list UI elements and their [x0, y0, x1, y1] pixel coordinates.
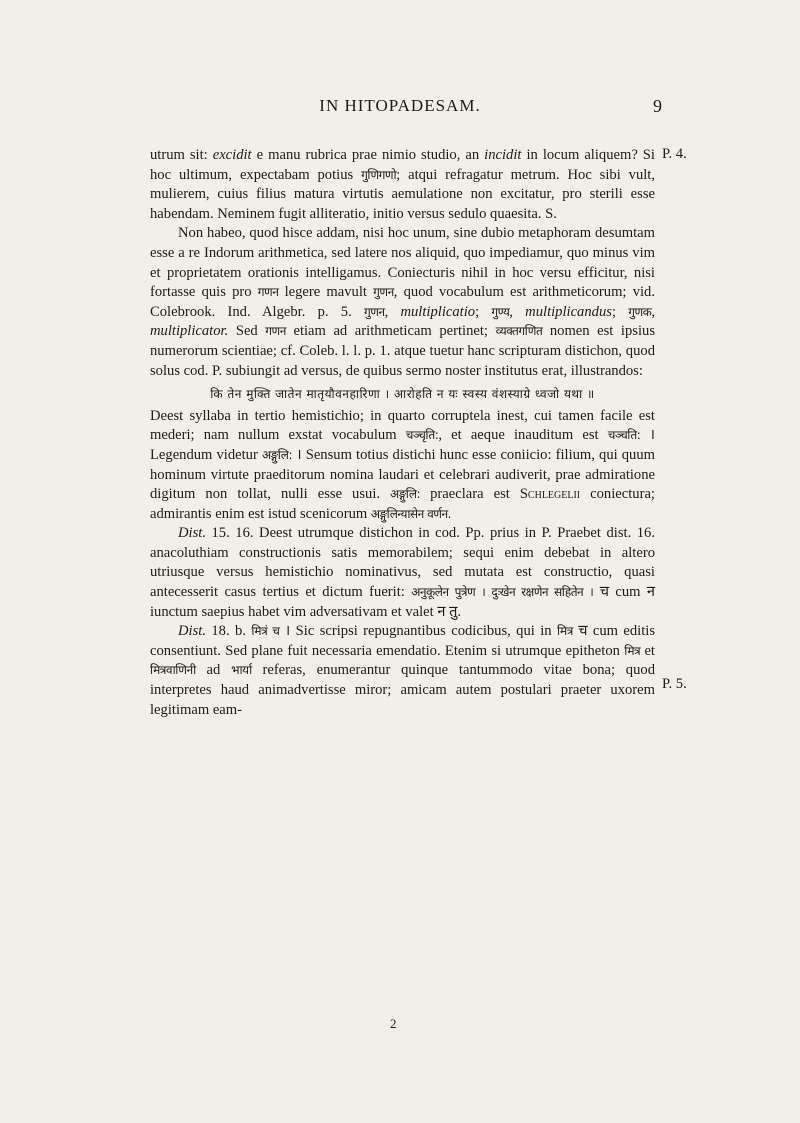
sanskrit-verse: कि तेन मुक्ति जातेन मातृयौवनहारिणा । आरोहति न यः स्वस्य वंशस्याग्रे ध्वजो यथा ॥ [210, 387, 595, 402]
sanskrit-word: वर्णन. [423, 506, 451, 521]
text-run: Sed [228, 323, 266, 340]
text-run: e manu rubrica prae nimio studio, an [251, 147, 485, 163]
paragraph-3 [150, 407, 655, 525]
sanskrit-word: अङ्गुलि: [261, 447, 292, 462]
italic-term: Dist. [178, 623, 206, 640]
text-run: utrum sit: [150, 147, 213, 163]
text-run: coniectura; admirantis enim est istud scenicorum [150, 486, 655, 522]
text-run: ; [611, 303, 629, 320]
text-run: etiam ad arithmeticam pertinet; [285, 323, 496, 340]
text-run: ad [195, 662, 232, 679]
paragraph-5 [150, 622, 655, 720]
text-run: , [384, 303, 401, 320]
text-run: legere mavult [278, 284, 374, 301]
sanskrit-word: भार्या [231, 663, 252, 678]
sanskrit-word: अनुकूलेन पुत्रेण । दुःखेन रक्षणेन सहितेन । [411, 585, 594, 600]
text-run: et [640, 642, 655, 659]
text-run: in locum aliquem? Si hoc ultimum, expectabam potius [150, 147, 655, 183]
italic-term: incidit [484, 147, 522, 163]
text-run: nomen est ipsius numerorum scientiae; cf. Coleb. l. l. p. 1. atque tuetur hanc scripturam distichon, quod solus cod. P. subiungit ad versus, de quibus sermo noster institutus erat, illustrandos: [150, 323, 655, 379]
text-run: praeclara est [420, 486, 520, 503]
sanskrit-word: मित्र [624, 643, 641, 658]
text-run: , [509, 303, 526, 320]
sanskrit-word: चञ्चति: [607, 428, 641, 443]
sanskrit-word: मित्रवाणिनी [150, 663, 196, 678]
page-number: 9 [653, 96, 662, 116]
text-run: Non habeo, quod hisce addam, nisi hoc unum, sine dubio metaphoram desumtam esse a re Indorum arithmetica, sed latere nos aliquid, quo impediamur, quo minus vim et proprietatem orationis intelligamus. Coniecturis nihil in hoc versu efficitur, nisi fortasse quis pro [150, 225, 655, 301]
sanskrit-word: अङ्गुलि: [390, 487, 421, 502]
text-run: । Sensum totius distichi hunc esse coniicio: filium, qui quum hominum virtute praeditorum nomina laudari et celebrari audiverit, prae admiratione digitum non tollat, nulli esse usui. [150, 446, 655, 503]
italic-term: multiplicator. [150, 323, 229, 340]
text-run: , quod vocabulum est arithmeticorum; vid. Colebrook. Ind. Algebr. p. 5. [150, 284, 655, 320]
sanskrit-word: मित्रं च [251, 624, 280, 639]
text-run: ; atqui refragatur metrum. Hoc sibi vult, mulierem, cuius filius matura virtutis aemulatione non excitatur, pro sterili esse habendam. Neminem fugit alliteratio, initio versus sedulo quaesita. S. [150, 166, 656, 222]
sanskrit-word: गुणिगणो [361, 167, 397, 182]
text-run: ; [475, 303, 492, 320]
sanskrit-word: गुणन [373, 285, 394, 300]
text-run: । Legendum videtur [150, 427, 655, 463]
italic-term: excidit [212, 147, 252, 163]
sanskrit-word: व्यक्तगणित [495, 324, 543, 339]
italic-term: multiplicatio [400, 303, 476, 320]
italic-term: Dist. [178, 525, 206, 542]
signature-mark: 2 [390, 1016, 397, 1031]
sanskrit-word: गुण्य [491, 304, 510, 319]
body-text [150, 146, 655, 720]
paragraph-2 [150, 224, 655, 381]
running-header [150, 96, 662, 126]
text-run: च cum न iunctum saepius habet vim adversativam et valet न तु. [150, 584, 655, 620]
paragraph-4 [150, 524, 655, 622]
text-run: 18. b. [205, 623, 252, 640]
text-run: , [651, 303, 656, 320]
paragraph-1 [150, 146, 655, 224]
text-run: Deest syllaba in tertio hemistichio; in quarto corruptela inest, cui tamen facile est mederi; nam nullum exstat vocabulum [150, 407, 655, 444]
running-title: IN HITOPADESAM. [319, 96, 481, 115]
sanskrit-word: अङ्गुलिन्यासेन [370, 506, 424, 521]
text-run: च cum editis consentiunt. Sed plane fuit necessaria emendatio. Etenim si utrumque epitheton [150, 623, 655, 659]
margin-note-p4: P. 4. [662, 146, 687, 162]
author-name: Schlegelii [519, 486, 581, 503]
sanskrit-word: मित्र [556, 624, 573, 639]
text-run: 15. 16. Deest utrumque distichon in cod. Pp. prius in P. Praebet dist. 16. anacoluthiam constructionis satis memorabilem; sequi enim debebat in altero utriusque versus hemistichio nominativus, sed mutata est constructio, quasi antecesserit casus tertius et dictum fuerit: [150, 525, 655, 601]
italic-term: multiplicandus [525, 303, 612, 320]
sanskrit-word: गुणक [628, 304, 652, 319]
sanskrit-word: गणन [257, 285, 279, 300]
sanskrit-word: गुणन [363, 304, 385, 319]
sanskrit-word: चञ्चृति: [405, 428, 439, 443]
text-run: । Sic scripsi repugnantibus codicibus, qui in [279, 623, 557, 640]
margin-note-p5: P. 5. [662, 676, 687, 692]
text-run: referas, enumerantur quinque tantummodo vitae bona; quod interpretes haud animadvertisse miror; amicam autem postulari praeter uxorem legitimam eam- [150, 662, 655, 718]
text-run: , et aeque inauditum est [438, 427, 608, 444]
sanskrit-word: गणन [265, 324, 286, 339]
